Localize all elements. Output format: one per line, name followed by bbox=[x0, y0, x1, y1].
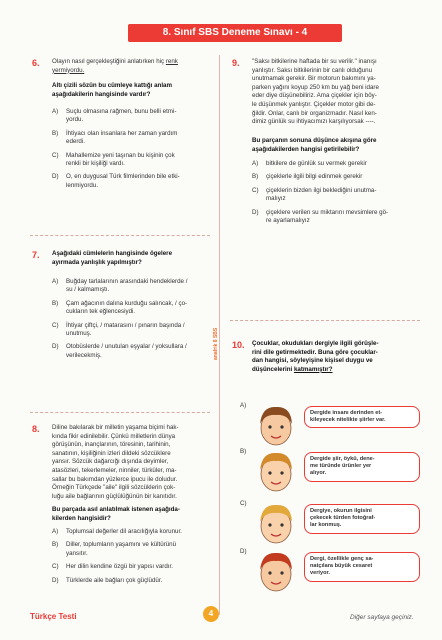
speech-bubble bbox=[304, 552, 420, 582]
q6-underlined-phrase: renk bbox=[165, 58, 178, 65]
question-6-number: 6. bbox=[32, 58, 40, 68]
option-text: unutmuş. bbox=[66, 330, 92, 337]
question-7-number: 7. bbox=[32, 250, 40, 260]
question-9-stem bbox=[252, 58, 422, 127]
q9-option-d[interactable] bbox=[252, 209, 422, 226]
option-text: lenmiyordu. bbox=[66, 181, 98, 189]
q7-prompt-line-2: ayırmada yanlışlık yapılmıştır? bbox=[52, 258, 142, 266]
footer-subject: Türkçe Testi bbox=[30, 612, 77, 621]
option-text: Toplumsal değerler dil aracılığıyla korunur. bbox=[66, 528, 182, 535]
q9-stem-line: unutmamak gerekir. Bir motorun bakımını ya- bbox=[252, 75, 376, 83]
option-text: yordu. bbox=[66, 116, 84, 124]
option-text: Her dilin kendine özgü bir yapısı vardır. bbox=[66, 563, 173, 571]
child-face-illustration bbox=[254, 500, 298, 546]
bubble-text: Dergide insanı derinden et- bbox=[310, 410, 383, 416]
q8-option-b[interactable] bbox=[52, 541, 217, 558]
speech-bubble bbox=[304, 504, 420, 534]
option-text: Buğday tarlalarının arasındaki hendeklerde / bbox=[66, 278, 188, 285]
option-letter: C) bbox=[52, 151, 59, 159]
option-text: renkli bir kişiliği vardı. bbox=[66, 160, 125, 167]
bubble-text: alıyor. bbox=[310, 470, 327, 477]
option-letter: D) bbox=[52, 576, 59, 584]
bubble-text: Dergi, özellikle genç sa- bbox=[310, 556, 374, 562]
q9-option-b[interactable] bbox=[252, 173, 422, 181]
question-8-prompt bbox=[52, 506, 217, 523]
q8-stem-line: kında fikir edinilebilir. Çünkü milletlerin dünya bbox=[52, 432, 176, 440]
q8-stem-line: görüşünün, inançlarının, töresinin, tarihinin, bbox=[52, 441, 171, 449]
q8-stem-line: luğu aile bağlarının güçlülüğünün bir kanıtıdır. bbox=[52, 492, 177, 500]
option-text: O, en duygusal Türk filmlerinden bile etki- bbox=[66, 173, 180, 181]
footer-next-page: Diğer sayfaya geçiniz. bbox=[350, 614, 414, 621]
q9-stem-line: eder diye düşünebiliriz. Ama çiçekler için böy- bbox=[252, 92, 377, 100]
q9-stem-line: "Saksı bitkilerine haftada bir su verilir." inanışı bbox=[252, 58, 377, 65]
option-letter: B) bbox=[52, 541, 59, 549]
q6-option-d[interactable] bbox=[52, 173, 217, 190]
q7-option-a[interactable] bbox=[52, 278, 217, 295]
question-7-prompt bbox=[52, 250, 217, 267]
question-10-number: 10. bbox=[232, 340, 245, 350]
option-text: re ayarlamalıyız bbox=[266, 217, 310, 224]
q10-prompt-line-1: Çocuklar, okudukları dergiyle ilgili görüşle- bbox=[252, 340, 379, 347]
bubble-text: veriyor. bbox=[310, 570, 330, 577]
page-title: 8. Sınıf SBS Deneme Sınavı - 4 bbox=[128, 24, 342, 42]
q9-stem-line: le düşünmek yanlıştır. Çiçekler motor gibi de- bbox=[252, 100, 376, 108]
q8-stem-line: Diline bakılarak bir milletin yaşama biçimi hak- bbox=[52, 424, 179, 431]
child-face-illustration bbox=[254, 548, 298, 594]
option-text: Türklerde aile bağları çok güçlüdür. bbox=[66, 576, 163, 584]
question-10-prompt bbox=[252, 340, 422, 374]
option-text: verilecekmiş. bbox=[66, 351, 102, 359]
bubble-text: çekecek türden fotoğraf- bbox=[310, 515, 376, 522]
bubble-text: lar konmuş. bbox=[310, 522, 342, 529]
option-letter: D) bbox=[52, 343, 59, 351]
option-letter: B) bbox=[52, 129, 59, 137]
q6-option-a[interactable] bbox=[52, 108, 217, 125]
q8-option-d[interactable] bbox=[52, 577, 217, 585]
question-9-prompt bbox=[252, 137, 422, 154]
q6-line-2: yermiyordu. bbox=[52, 66, 85, 74]
q8-stem-line: atasözleri, tekerlemeler, ninniler, türküler, ma- bbox=[52, 466, 177, 474]
q10-prompt-line-2: rini dile getirmektedir. Buna göre çocuklar- bbox=[252, 348, 378, 356]
q8-stem-line: yansır. Sözcük dağarcığı dışında deyimler, bbox=[52, 458, 169, 466]
option-text: su / kalmamıştı. bbox=[66, 286, 110, 294]
option-letter: C) bbox=[52, 321, 59, 329]
q10-prompt-line-3: dan hangisi, söyleyişine kişisel duygu ve bbox=[252, 357, 373, 365]
option-letter: A) bbox=[52, 528, 59, 535]
option-letter: D) bbox=[252, 208, 259, 216]
option-text: Otobüslerde / unutulan eşyalar / yoksullara / bbox=[66, 343, 187, 351]
q9-stem-line: dimiz günlük su ihtiyacımızı karşılıyorsak ----. bbox=[252, 118, 376, 126]
q8-stem-line: Örneğin Türkçede "aile" ilgili sözcüklerin çok- bbox=[52, 484, 176, 492]
q8-option-a[interactable] bbox=[52, 528, 217, 536]
q10-option-letter[interactable]: C) bbox=[240, 500, 247, 507]
option-letter: B) bbox=[52, 299, 59, 307]
q10-option-letter[interactable]: A) bbox=[240, 402, 247, 409]
q9-prompt-line-2: aşağıdakilerden hangisi getirilebilir? bbox=[252, 145, 360, 153]
q9-stem-line: ğildir. Onlar, canlı bir organizmadır. Nasıl ken- bbox=[252, 109, 377, 117]
q8-option-c[interactable] bbox=[52, 563, 217, 571]
q7-option-d[interactable] bbox=[52, 343, 217, 360]
q9-prompt-line-1: Bu parçanın sonuna düşünce akışına göre bbox=[252, 137, 377, 144]
option-text: Çam ağacının dalına kurduğu salıncak, / ço- bbox=[66, 299, 188, 307]
separator bbox=[30, 412, 210, 413]
question-6-prompt bbox=[52, 82, 217, 99]
option-text: çiçeklerle ilgili bilgi edinmek gerekir bbox=[266, 173, 363, 181]
separator bbox=[230, 320, 420, 321]
option-letter: A) bbox=[252, 160, 259, 167]
q6-prompt-line-1: Altı çizili sözün bu cümleye kattığı anlam bbox=[52, 82, 172, 89]
option-text: bitkilere de günlük su vermek gerekir bbox=[266, 160, 367, 167]
q6-option-c[interactable] bbox=[52, 152, 217, 169]
bubble-text: me türünde ürünler yer bbox=[310, 463, 372, 470]
option-letter: C) bbox=[52, 563, 59, 571]
option-text: ederdi. bbox=[66, 138, 85, 146]
q8-stem-line: sanatının, kişiliğinin izleri dildeki sözcüklere bbox=[52, 449, 171, 457]
q8-prompt-line-1: Bu parçada asıl anlatılmak istenen aşağıda- bbox=[52, 506, 180, 513]
publisher-brand: anafrik 8 SBS bbox=[213, 327, 219, 360]
child-face-illustration bbox=[254, 448, 298, 494]
option-letter: B) bbox=[252, 173, 259, 181]
speech-bubble bbox=[304, 406, 420, 428]
q7-option-b[interactable] bbox=[52, 300, 217, 317]
q9-option-a[interactable] bbox=[252, 160, 422, 168]
question-8-number: 8. bbox=[32, 424, 40, 434]
q9-option-c[interactable] bbox=[252, 187, 422, 204]
question-9-number: 9. bbox=[232, 58, 240, 68]
q8-prompt-line-2: kilerden hangisidir? bbox=[52, 514, 111, 522]
q10-option-letter[interactable]: B) bbox=[240, 448, 247, 455]
q9-stem-line: yanlıştır. Saksı bitkilerinin bir canlı olduğunu bbox=[252, 66, 373, 74]
bubble-text: natçılara büyük cesaret bbox=[310, 563, 373, 570]
option-letter: C) bbox=[252, 186, 259, 194]
q6-prompt-line-2: aşağıdakilerin hangisinde vardır? bbox=[52, 90, 151, 98]
speech-bubble bbox=[304, 452, 420, 482]
option-text: çiçeklerin bizden ilgi beklediğini unutma- bbox=[266, 186, 377, 194]
q10-option-letter[interactable]: D) bbox=[240, 548, 247, 555]
q10-prompt-line-4: düşüncelerini bbox=[252, 365, 293, 373]
option-text: İhtiyacı olan insanlara her zaman yardım bbox=[66, 129, 178, 137]
q7-option-c[interactable] bbox=[52, 322, 217, 339]
option-text: Diller, toplumların yaşamını ve kültürünü bbox=[66, 541, 177, 549]
q10-prompt-underlined: katmamıştır? bbox=[293, 365, 333, 373]
option-text: Suçlu olmasına rağmen, bunu belli etmi- bbox=[66, 108, 177, 115]
page-number-badge: 4 bbox=[203, 606, 219, 622]
option-text: Mahallemize yeni taşınan bu kişinin çok bbox=[66, 151, 175, 159]
bubble-text: Dergiye, okurun ilgisini bbox=[310, 508, 372, 514]
option-letter: A) bbox=[52, 108, 59, 115]
option-text: malıyız bbox=[266, 195, 286, 203]
q6-option-b[interactable] bbox=[52, 130, 217, 147]
option-letter: D) bbox=[52, 173, 59, 181]
bubble-text: kileyecek nitelikte şiirler var. bbox=[310, 417, 386, 424]
q9-stem-line: parken yağını koyup 250 km bu yağ beni idare bbox=[252, 83, 379, 91]
q7-prompt-line-1: Aşağıdaki cümlelerin hangisinde ögelere bbox=[52, 250, 173, 257]
bubble-text: Dergide şiir, öykü, dene- bbox=[310, 456, 375, 462]
option-text: İhtiyar çiftçi, / matarasını / pınarın başında / bbox=[66, 321, 185, 329]
option-text: cukların tek eğlencesiydi. bbox=[66, 308, 136, 316]
question-6-stem bbox=[52, 58, 212, 75]
q8-stem-line: sallar bu bakımdan yüzlerce ipucu ile doludur. bbox=[52, 475, 178, 483]
q6-line-1: Olayın nasıl gerçekleştiğini anlatırken hiç bbox=[52, 58, 165, 65]
question-8-stem bbox=[52, 424, 217, 501]
separator bbox=[30, 235, 210, 236]
option-text: yansıtır. bbox=[66, 549, 88, 557]
option-text: çiçeklere verilen su miktarını mevsimlere gö- bbox=[266, 208, 389, 216]
option-letter: A) bbox=[52, 278, 59, 285]
child-face-illustration bbox=[254, 402, 298, 448]
